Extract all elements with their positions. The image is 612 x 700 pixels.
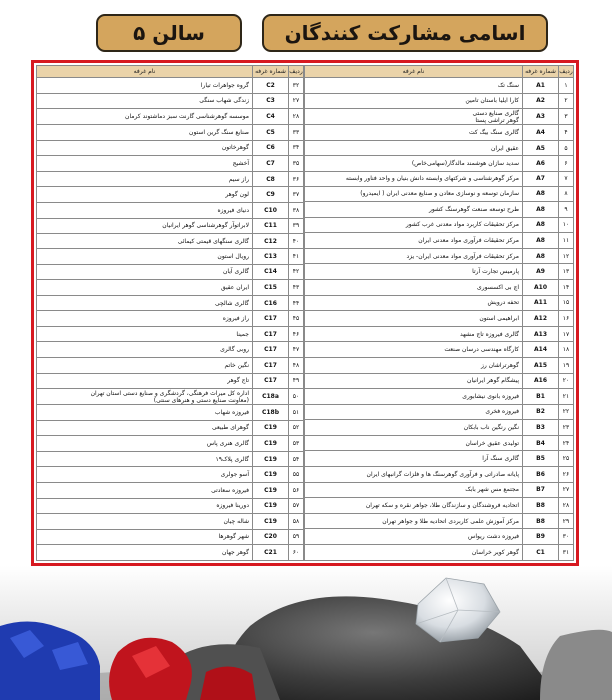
row-number: ۱۳ (559, 264, 574, 280)
table-row (37, 125, 304, 141)
booth-number: B7 (523, 482, 559, 498)
row-number: ۳۷ (289, 187, 304, 203)
booth-number: C21 (253, 545, 289, 561)
booth-name: گالری فیروزه تاج مشهد (305, 326, 523, 342)
table-row (305, 342, 574, 358)
row-number: ۲۳ (559, 420, 574, 436)
table-row (305, 326, 574, 342)
booth-number: A8 (523, 201, 559, 217)
booth-name: راز فیروزه (37, 311, 253, 327)
table-row (37, 326, 304, 342)
participants-table-right (304, 65, 574, 561)
row-number: ۳۳ (289, 125, 304, 141)
row-number: ۴ (559, 125, 574, 141)
booth-name: گالری سنگ آرا (305, 451, 523, 467)
booth-number: C13 (253, 249, 289, 265)
row-number: ۴۹ (289, 373, 304, 389)
booth-number: C1 (523, 545, 559, 561)
table-row (305, 451, 574, 467)
row-number: ۷ (559, 171, 574, 186)
booth-number: C17 (253, 311, 289, 327)
row-number: ۴۶ (289, 326, 304, 342)
booth-name: گوهر جهان (37, 545, 253, 561)
booth-number: C19 (253, 436, 289, 452)
booth-number: A8 (523, 186, 559, 201)
row-number: ۵۲ (289, 420, 304, 436)
booth-name: نگین خاتم (37, 358, 253, 374)
row-number: ۲۴ (559, 435, 574, 451)
booth-number: C17 (253, 358, 289, 374)
booth-number: A13 (523, 326, 559, 342)
booth-number: C3 (253, 93, 289, 109)
row-number: ۵ (559, 140, 574, 156)
table-row (37, 311, 304, 327)
table-row (37, 514, 304, 530)
table-row (305, 357, 574, 373)
booth-name: دورینا فیروزه (37, 498, 253, 514)
row-number: ۱۷ (559, 326, 574, 342)
row-number: ۲۸ (289, 109, 304, 125)
row-number: ۲۱ (559, 389, 574, 405)
row-number: ۴۵ (289, 311, 304, 327)
table-row (305, 109, 574, 125)
row-number: ۲۸ (559, 498, 574, 514)
table-row (305, 279, 574, 295)
row-number: ۱ (559, 78, 574, 94)
booth-number: C6 (253, 140, 289, 156)
row-number: ۱۹ (559, 357, 574, 373)
table-row (37, 109, 304, 125)
booth-name: دنیای فیروزه (37, 202, 253, 218)
participants-frame (31, 60, 579, 566)
row-number: ۱۰ (559, 217, 574, 233)
booth-number: A15 (523, 357, 559, 373)
booth-number: B6 (523, 467, 559, 483)
table-row (37, 280, 304, 296)
row-number: ۶۰ (289, 545, 304, 561)
row-number: ۳۹ (289, 218, 304, 234)
booth-number: C16 (253, 295, 289, 311)
row-number: ۴۲ (289, 264, 304, 280)
table-row (305, 529, 574, 545)
table-row (305, 545, 574, 561)
booth-name: فیروزه شهاب (37, 405, 253, 421)
row-number: ۱۲ (559, 248, 574, 264)
column-header-name: نام غرفه (305, 66, 523, 78)
row-number: ۶ (559, 156, 574, 172)
row-number: ۵۷ (289, 498, 304, 514)
booth-number: C20 (253, 529, 289, 545)
column-header-row: ردیف (559, 66, 574, 78)
booth-number: B1 (523, 389, 559, 405)
table-row (37, 295, 304, 311)
booth-number: C18b (253, 405, 289, 421)
booth-number: C17 (253, 342, 289, 358)
table-row (37, 545, 304, 561)
table-row (37, 529, 304, 545)
booth-number: C18a (253, 389, 289, 405)
booth-name: نگین رنگین ناب بابکان (305, 420, 523, 436)
booth-number: C19 (253, 482, 289, 498)
booth-name: مرکز آموزش علمی کاربردی اتحادیه طلا و جواهر تهران (305, 513, 523, 529)
booth-name: مجتمع مس شهر بابک (305, 482, 523, 498)
booth-number: A1 (523, 78, 559, 94)
booth-number: C4 (253, 109, 289, 125)
booth-number: C9 (253, 187, 289, 203)
booth-number: B8 (523, 513, 559, 529)
row-number: ۴۷ (289, 342, 304, 358)
table-row (305, 295, 574, 311)
booth-number: A8 (523, 233, 559, 249)
participants-table-left (36, 65, 304, 561)
table-row (37, 342, 304, 358)
booth-number: A10 (523, 279, 559, 295)
booth-number: A4 (523, 125, 559, 141)
booth-name: عقیق ایران (305, 140, 523, 156)
booth-name: گالری پلاک۱۹ (37, 451, 253, 467)
table-row (305, 248, 574, 264)
table-row (305, 498, 574, 514)
table-row (37, 187, 304, 203)
booth-name: مرکز تحقیقات فرآوری مواد معدنی ایران- یزد (305, 248, 523, 264)
booth-name: جمینا (37, 326, 253, 342)
row-number: ۱۴ (559, 279, 574, 295)
booth-number: C8 (253, 171, 289, 187)
table-row (37, 264, 304, 280)
booth-number: A12 (523, 311, 559, 327)
booth-number: A7 (523, 171, 559, 186)
booth-name: آسو جولری (37, 467, 253, 483)
booth-number: B9 (523, 529, 559, 545)
table-row (305, 201, 574, 217)
row-number: ۵۱ (289, 405, 304, 421)
table-row (305, 78, 574, 94)
table-row (37, 373, 304, 389)
booth-name: تحفه درویش (305, 295, 523, 311)
booth-name: صنایع سنگ گرین استون (37, 125, 253, 141)
booth-number: C14 (253, 264, 289, 280)
table-row (37, 498, 304, 514)
booth-name: سدید سازان هوشمند مالدگار(سهامی‌خاص) (305, 156, 523, 172)
row-number: ۵۹ (289, 529, 304, 545)
booth-number: C10 (253, 202, 289, 218)
table-row (37, 140, 304, 156)
column-header-booth: شماره غرفه (523, 66, 559, 78)
table-row (37, 451, 304, 467)
booth-name: گالری سنگ بیگ کت (305, 125, 523, 141)
booth-number: A9 (523, 264, 559, 280)
booth-name: پیشگام گوهر ایرانیان (305, 373, 523, 389)
table-row (305, 171, 574, 186)
table-row (305, 404, 574, 420)
table-row (305, 389, 574, 405)
booth-name: گوهر کویر خراسان (305, 545, 523, 561)
row-number: ۱۸ (559, 342, 574, 358)
table-row (305, 482, 574, 498)
table-row (305, 233, 574, 249)
table-row (37, 420, 304, 436)
booth-name: پایانه صادراتی و فرآوری گوهرسنگ ها و فلزات گرانبهای ایران (305, 467, 523, 483)
booth-name: شهر گوهرها (37, 529, 253, 545)
booth-name: مرکز تحقیقات کاربرد مواد معدنی غرب کشور (305, 217, 523, 233)
table-row (37, 436, 304, 452)
booth-number: B5 (523, 451, 559, 467)
booth-name: ایران عقیق (37, 280, 253, 296)
row-number: ۸ (559, 186, 574, 201)
booth-number: C19 (253, 467, 289, 483)
booth-number: A14 (523, 342, 559, 358)
table-row (37, 78, 304, 94)
booth-name: گالری شالچی (37, 295, 253, 311)
booth-number: A2 (523, 93, 559, 109)
booth-name: فیروزه بانوی نیشابوری (305, 389, 523, 405)
table-row (37, 171, 304, 187)
row-number: ۲۲ (559, 404, 574, 420)
booth-name: اچ بی اکسسوری (305, 279, 523, 295)
row-number: ۳ (559, 109, 574, 125)
table-row (305, 140, 574, 156)
hall-badge: سالن ۵ (96, 14, 242, 52)
booth-number: C17 (253, 326, 289, 342)
row-number: ۳۴ (289, 140, 304, 156)
table-row (37, 405, 304, 421)
booth-name: گوهرخاتون (37, 140, 253, 156)
row-number: ۴۱ (289, 249, 304, 265)
booth-number: A3 (523, 109, 559, 125)
booth-name: کارا ایلیا باستان تامین (305, 93, 523, 109)
booth-number: C19 (253, 420, 289, 436)
table-row (37, 156, 304, 172)
column-header-booth: شماره غرفه (253, 66, 289, 78)
row-number: ۲۹ (559, 513, 574, 529)
booth-name: رویال استون (37, 249, 253, 265)
booth-number: C11 (253, 218, 289, 234)
table-row (305, 311, 574, 327)
row-number: ۲۰ (559, 373, 574, 389)
table-row (305, 435, 574, 451)
booth-number: C19 (253, 514, 289, 530)
table-row (305, 373, 574, 389)
booth-name: لون گوهر (37, 187, 253, 203)
booth-name: گالری آیان (37, 264, 253, 280)
table-row (305, 420, 574, 436)
booth-name: تولیدی عقیق خراسان (305, 435, 523, 451)
booth-number: C12 (253, 234, 289, 249)
row-number: ۲ (559, 93, 574, 109)
booth-name: مرکز تحقیقات فرآوری مواد معدنی ایران (305, 233, 523, 249)
booth-number: C5 (253, 125, 289, 141)
booth-name: زندگی شهاب سنگی (37, 93, 253, 109)
booth-number: A5 (523, 140, 559, 156)
booth-name: آخشیج (37, 156, 253, 172)
red-ruby-small (200, 666, 256, 700)
table-row (305, 93, 574, 109)
column-header-row: ردیف (289, 66, 304, 78)
row-number: ۴۰ (289, 234, 304, 249)
booth-number: C15 (253, 280, 289, 296)
booth-name: سازمان توسعه و نوسازی معادن و صنایع معدنی ایران ( ایمیدرو) (305, 186, 523, 201)
booth-name: پارمیس تجارت آرتا (305, 264, 523, 280)
row-number: ۳۵ (289, 156, 304, 172)
booth-name: شاله چیان (37, 514, 253, 530)
row-number: ۱۵ (559, 295, 574, 311)
booth-name: لابراتوآر گوهرشناسی گوهر ایرانیان (37, 218, 253, 234)
booth-number: A16 (523, 373, 559, 389)
booth-name: موسسه گوهرشناسی گارنت سبز دماشتوند کرمان (37, 109, 253, 125)
booth-name: طرح توسعه صنعت گوهرسنگ کشور (305, 201, 523, 217)
row-number: ۱۱ (559, 233, 574, 249)
row-number: ۳۸ (289, 202, 304, 218)
table-row (37, 358, 304, 374)
row-number: ۴۸ (289, 358, 304, 374)
gemstones-illustration (0, 566, 612, 700)
booth-number: C7 (253, 156, 289, 172)
booth-number: A11 (523, 295, 559, 311)
table-row (37, 218, 304, 234)
booth-number: B8 (523, 498, 559, 514)
booth-name: گالری هنری پاس (37, 436, 253, 452)
row-number: ۵۳ (289, 436, 304, 452)
booth-name: ابراهیمی استون (305, 311, 523, 327)
booth-number: A8 (523, 248, 559, 264)
table-row (37, 202, 304, 218)
row-number: ۲۵ (559, 451, 574, 467)
booth-name: سنگ تک (305, 78, 523, 94)
table-row (305, 513, 574, 529)
table-row (37, 249, 304, 265)
table-row (37, 389, 304, 405)
booth-name: گوهرای طبیعی (37, 420, 253, 436)
row-number: ۳۱ (559, 545, 574, 561)
row-number: ۳۰ (559, 529, 574, 545)
row-number: ۲۷ (559, 482, 574, 498)
booth-name: گوهرتراشان رز (305, 357, 523, 373)
row-number: ۳۲ (289, 78, 304, 94)
booth-number: B2 (523, 404, 559, 420)
row-number: ۲۷ (289, 93, 304, 109)
booth-name: روبی گالری (37, 342, 253, 358)
row-number: ۱۶ (559, 311, 574, 327)
booth-number: C2 (253, 78, 289, 94)
booth-name: کارگاه مهندسی درسان صنعت (305, 342, 523, 358)
row-number: ۵۶ (289, 482, 304, 498)
booth-name: اتحادیه فروشندگان و سازندگان طلا، جواهر نقره و سکه تهران (305, 498, 523, 514)
table-row (37, 93, 304, 109)
table-row (305, 217, 574, 233)
booth-name: فیروزه فخری (305, 404, 523, 420)
row-number: ۹ (559, 201, 574, 217)
table-row (305, 186, 574, 201)
booth-name: راز سیم (37, 171, 253, 187)
row-number: ۴۳ (289, 280, 304, 296)
booth-number: B4 (523, 435, 559, 451)
booth-name: گالری صنایع دستی گوهر تراشی پستا (305, 109, 523, 125)
table-row (37, 467, 304, 483)
page-title: اسامی مشارکت کنندگان (262, 14, 548, 52)
booth-number: C17 (253, 373, 289, 389)
row-number: ۲۶ (559, 467, 574, 483)
booth-name: فیروزه سعادتی (37, 482, 253, 498)
booth-name: گروه جواهرات تیارا (37, 78, 253, 94)
booth-number: B3 (523, 420, 559, 436)
booth-name: مرکز گوهرشناسی و شرکتهای وابسته دانش بنیان و واحد فناور وابسته (305, 171, 523, 186)
column-header-name: نام غرفه (37, 66, 253, 78)
table-row (37, 482, 304, 498)
table-row (305, 125, 574, 141)
booth-name: فیروزه دشت ریواس (305, 529, 523, 545)
booth-name: گالری سنگهای قیمتی کیمائی (37, 234, 253, 249)
booth-number: C19 (253, 498, 289, 514)
table-row (305, 264, 574, 280)
row-number: ۴۴ (289, 295, 304, 311)
row-number: ۵۸ (289, 514, 304, 530)
row-number: ۵۵ (289, 467, 304, 483)
booth-name: تاج گوهر (37, 373, 253, 389)
booth-name: اداره کل میراث فرهنگی، گردشگری و صنایع دستی استان تهران (معاونت صنایع دستی و هنرهای سنتی) (37, 389, 253, 405)
table-row (37, 234, 304, 249)
row-number: ۵۰ (289, 389, 304, 405)
booth-number: A6 (523, 156, 559, 172)
table-row (305, 467, 574, 483)
row-number: ۳۶ (289, 171, 304, 187)
row-number: ۵۴ (289, 451, 304, 467)
booth-number: A8 (523, 217, 559, 233)
booth-number: C19 (253, 451, 289, 467)
table-row (305, 156, 574, 172)
